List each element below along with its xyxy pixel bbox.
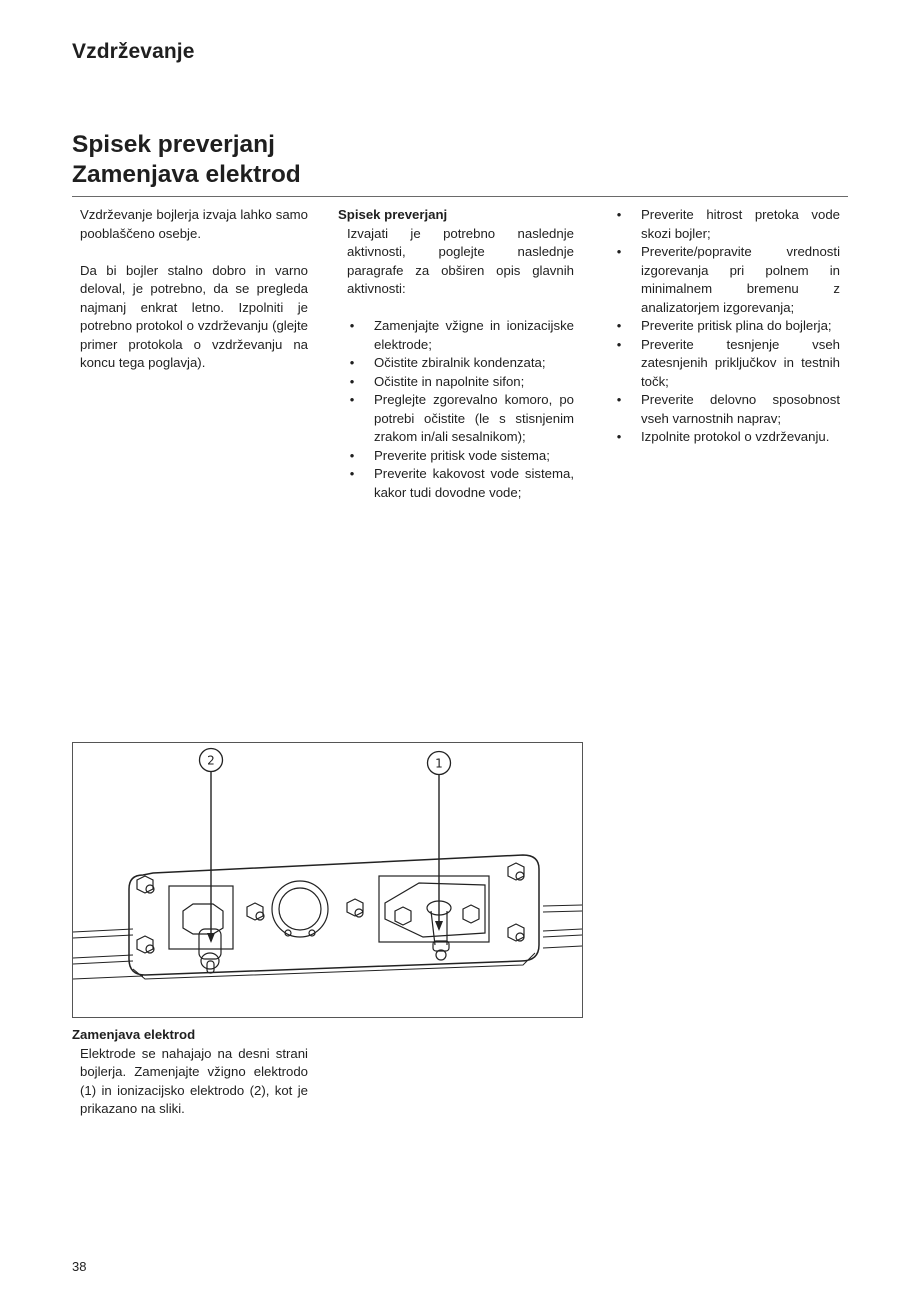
checklist-item: • Preglejte zgorevalno komoro, po potrebi očistite (le s stisnjenim zrakom in/ali sesalnikom); — [347, 391, 574, 447]
bullet-icon: • — [349, 392, 355, 407]
bullet-icon: • — [349, 373, 355, 389]
title-divider — [72, 196, 848, 197]
hex-nut — [137, 876, 154, 953]
bullet-icon: • — [616, 318, 622, 333]
bullet-icon: • — [349, 466, 355, 481]
checklist-item: • Preverite hitrost pretoka vode skozi bojler; — [614, 206, 840, 243]
checklist-item: • Preverite pritisk vode sistema; — [347, 447, 574, 466]
page-title — [72, 130, 301, 190]
checklist-item: • Očistite in napolnite sifon; — [347, 373, 574, 392]
hex-nut — [508, 863, 524, 941]
checklist-item: • Preverite tesnjenje vseh zatesnjenih priključkov in testnih točk; — [614, 336, 840, 392]
page-title-line-1: Spisek preverjanj — [72, 131, 275, 158]
bullet-icon: • — [616, 336, 622, 352]
bullet-icon: • — [349, 318, 355, 333]
checklist-item: • Preverite pritisk plina do bojlerja; — [614, 317, 840, 336]
callout-1-label: 1 — [435, 756, 443, 771]
checklist-list-col2 — [347, 317, 574, 502]
bullet-icon: • — [616, 429, 622, 444]
bullet-icon: • — [616, 392, 622, 407]
bullet-icon: • — [349, 355, 355, 370]
checklist-item: • Preverite/popravite vrednosti izgorevanja pri polnem in minimalnem bremenu z analizatorjem izgorevanja; — [614, 243, 840, 317]
bullet-icon: • — [349, 447, 355, 463]
checklist-intro: Izvajati je potrebno naslednje aktivnosti, poglejte naslednje paragrafe za obširen opis glavnih aktivnosti: — [347, 225, 574, 296]
electrode-panel — [129, 855, 539, 975]
electrode-section-body: Elektrode se nahajajo na desni strani bojlerja. Zamenjajte vžigno elektrodo (1) in ionizacijsko elektrodo (2), kot je prikazano na sliki. — [80, 1045, 308, 1116]
electrode-diagram — [72, 742, 583, 1018]
callout-1 — [428, 752, 451, 932]
checklist-item: • Izpolnite protokol o vzdrževanju. — [614, 428, 840, 447]
intro-paragraph: Vzdrževanje bojlerja izvaja lahko samo pooblaščeno osebje. — [80, 207, 308, 241]
checklist-list-col3 — [614, 206, 840, 447]
bullet-icon: • — [616, 207, 622, 222]
callout-2 — [200, 749, 223, 944]
checklist-item: • Zamenjajte vžigne in ionizacijske elektrode; — [347, 317, 574, 354]
checklist-heading: Spisek preverjanj — [338, 207, 448, 222]
checklist-item: • Preverite kakovost vode sistema, kakor tudi dovodne vode; — [347, 465, 574, 502]
checklist-item: • Očistite zbiralnik kondenzata; — [347, 354, 574, 373]
callout-2-label: 2 — [207, 753, 215, 768]
checklist-item: • Preverite delovno sposobnost vseh varnostnih naprav; — [614, 391, 840, 428]
page-title-line-2: Zamenjava elektrod — [72, 161, 301, 188]
section-header: Vzdrževanje — [72, 40, 195, 63]
intro-paragraph: Da bi bojler stalno dobro in varno deloval, je potrebno, da se pregleda najmanj enkrat letno. Izpolniti je potrebno protokol o vzdrževanju (glejte primer protokola o vzdrževanju na koncu tega poglavja). — [80, 262, 308, 370]
intro-column — [80, 206, 308, 391]
bullet-icon: • — [616, 244, 622, 259]
electrode-section-heading: Zamenjava elektrod — [72, 1027, 196, 1042]
page-number: 38 — [72, 1259, 87, 1274]
